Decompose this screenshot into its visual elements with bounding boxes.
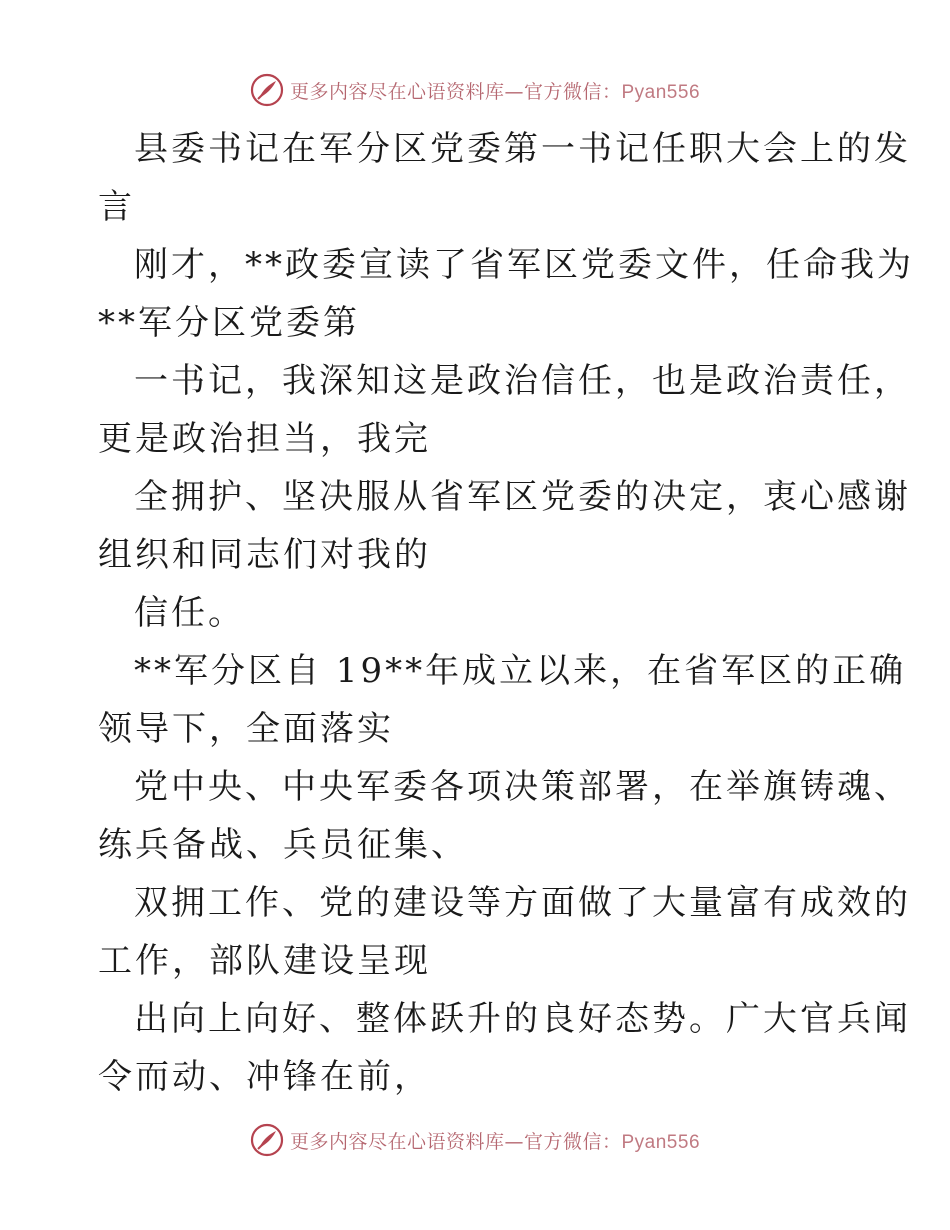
- document-body: [98, 120, 914, 1106]
- feather-pen-logo-icon: [250, 1123, 284, 1157]
- paragraph-line: **军分区党委第: [98, 303, 360, 343]
- paragraph-line: 更是政治担当，我完: [98, 419, 431, 459]
- watermark-site-name: 更多内容尽在心语资料库: [289, 1130, 505, 1153]
- paragraph-line: **军分区自 19**年成立以来，在省军区的正确: [134, 651, 907, 691]
- watermark-label: 官方微信：: [523, 1130, 622, 1153]
- paragraph: [98, 642, 907, 758]
- watermark-text: [290, 1127, 700, 1154]
- watermark-account: Pyan556: [621, 81, 701, 103]
- paragraph-line: 令而动、冲锋在前，: [98, 1057, 431, 1097]
- paragraph-line: 信任。: [134, 593, 245, 633]
- paragraph-line: 党中央、中央军委各项决策部署，在举旗铸魂、: [134, 767, 911, 807]
- paragraph-line: 领导下，全面落实: [98, 709, 394, 749]
- watermark-header: [0, 70, 950, 110]
- watermark-separator: —: [504, 1130, 524, 1153]
- feather-pen-logo-icon: [250, 73, 284, 107]
- paragraph: [98, 584, 858, 642]
- paragraph: [98, 352, 911, 468]
- watermark-label: 官方微信：: [523, 80, 622, 103]
- paragraph-line: 练兵备战、兵员征集、: [98, 825, 468, 865]
- paragraph-line: 双拥工作、党的建设等方面做了大量富有成效的: [134, 883, 911, 923]
- paragraph: [98, 758, 911, 874]
- title-line: 县委书记在军分区党委第一书记任职大会上的发: [134, 129, 911, 169]
- document-title: [98, 120, 911, 236]
- paragraph: [98, 468, 911, 584]
- watermark-account: Pyan556: [621, 1131, 701, 1153]
- watermark-separator: —: [504, 80, 524, 103]
- paragraph: [98, 874, 911, 990]
- paragraph-line: 刚才，**政委宣读了省军区党委文件，任命我为: [134, 245, 914, 285]
- paragraph-line: 出向上向好、整体跃升的良好态势。广大官兵闻: [134, 999, 911, 1039]
- paragraph: [98, 236, 914, 352]
- paragraph-line: 一书记，我深知这是政治信任，也是政治责任，: [134, 361, 911, 401]
- watermark-footer: [0, 1120, 950, 1160]
- watermark-site-name: 更多内容尽在心语资料库: [289, 80, 505, 103]
- paragraph: [98, 990, 911, 1106]
- watermark-text: [290, 77, 700, 104]
- paragraph-line: 工作，部队建设呈现: [98, 941, 431, 981]
- paragraph-line: 组织和同志们对我的: [98, 535, 431, 575]
- title-line: 言: [98, 187, 135, 227]
- paragraph-line: 全拥护、坚决服从省军区党委的决定，衷心感谢: [134, 477, 911, 517]
